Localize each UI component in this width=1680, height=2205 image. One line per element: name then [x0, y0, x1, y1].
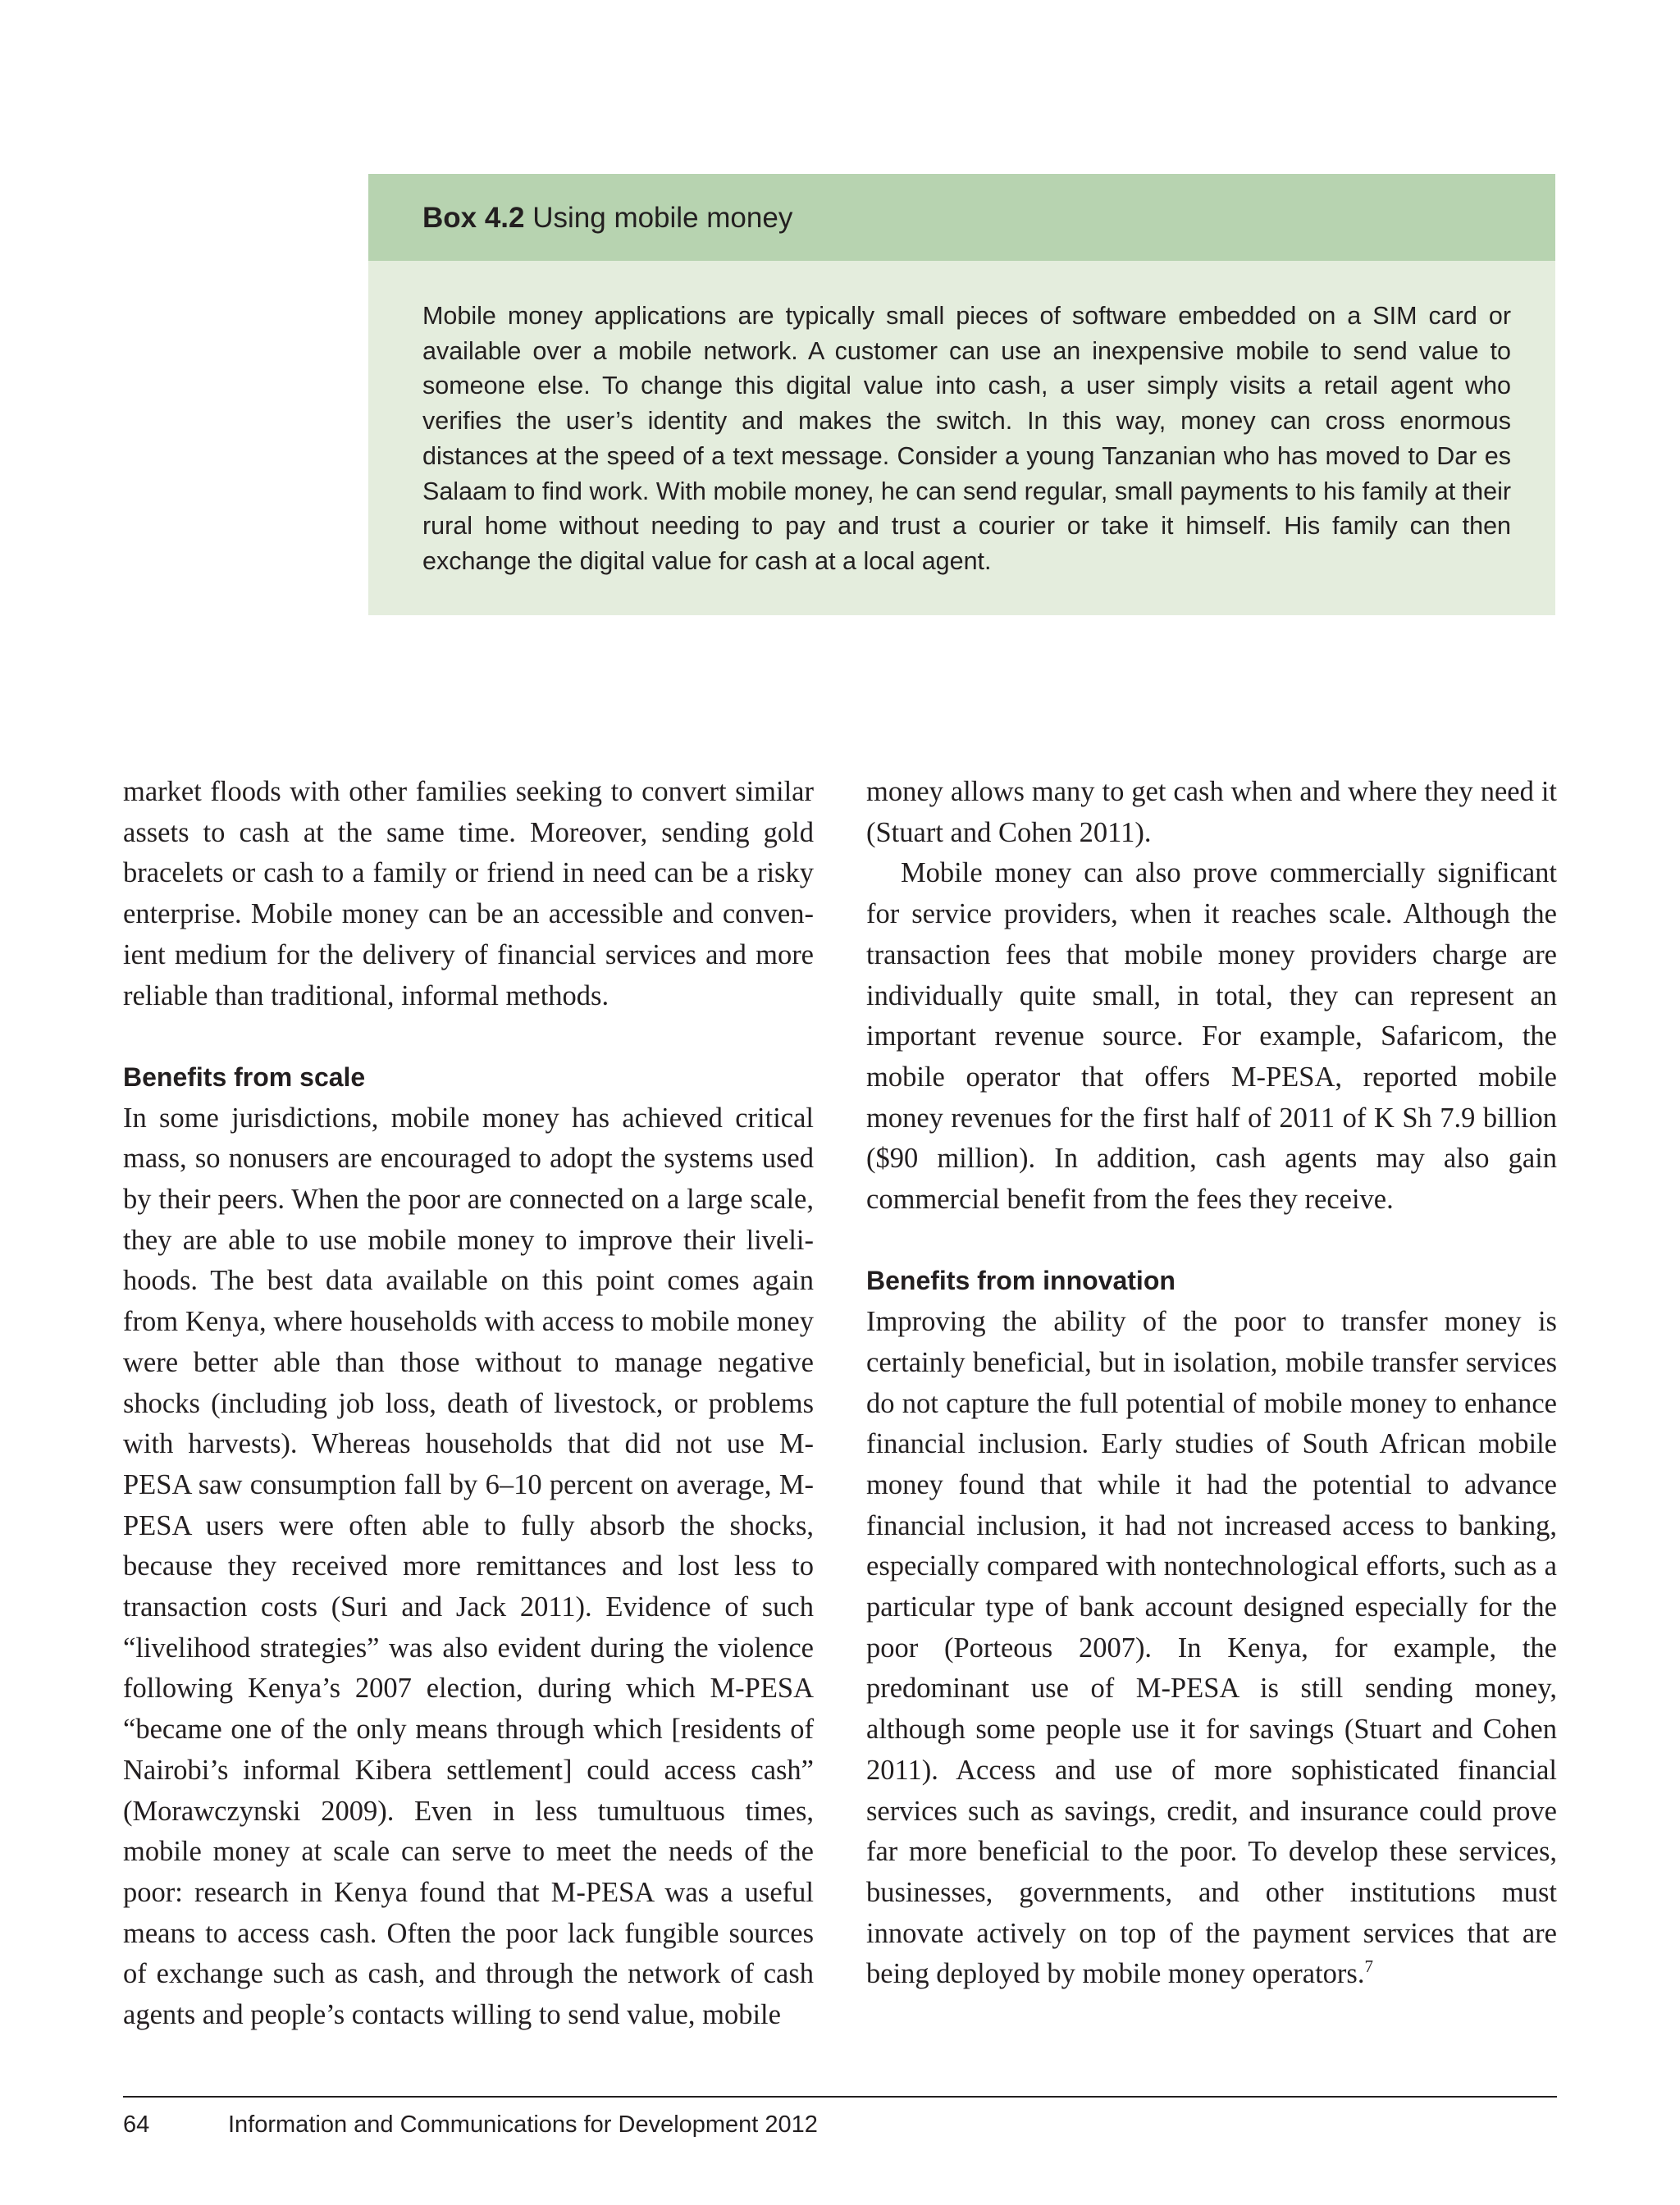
- box-title: [422, 202, 792, 235]
- right-column: [866, 772, 1557, 1995]
- left-column: [123, 772, 814, 2036]
- footer-rule: [123, 2096, 1557, 2098]
- box-body-text: Mobile money applications are typically small pieces of software embedded on a SIM card or available over a mobile network. A customer can use an inexpensive mobile to send value to someone else. To change this digital value into cash, a user simply visits a retail agent who verifies the user’s identity and makes the switch. In this way, money can cross enormous distances at the speed of a text message. Consider a young Tanzanian who has moved to Dar es Salaam to find work. With mobile money, he can send regular, small payments to his family at their rural home without needing to pay and trust a courier or take it himself. His family can then exchange the digital value for cash at a local agent.: [422, 302, 1511, 575]
- right-paragraph-2: Mobile money can also prove commercially significant for service providers, when it reaches scale. Although the transaction fees that mobile money providers charge are individually quite small, in total, they can represent an important revenue source. For example, Safaricom, the mobile operator that offers M-PESA, reported mobile money revenues for the first half of 2011 of K Sh 7.9 billion ($90 million). In addition, cash agents may also gain commercial benefit from the fees they receive.: [866, 857, 1557, 1216]
- box-label: Box 4.2: [422, 202, 525, 234]
- running-title: Information and Communications for Development 2012: [228, 2111, 818, 2138]
- box-4-2: [368, 174, 1555, 615]
- right-paragraph-3-text: Improving the ability of the poor to transfer money is certainly beneficial, but in isolation, mobile transfer services do not capture the full potential of mobile money to enhance financial inclusion. Early studies of South African mobile money found that while it had the potential to advance financial inclusion, it had not increased access to banking, especially compared with nontechnological efforts, such as a particular type of bank account designed especially for the poor (Porteous 2007). In Kenya, for example, the predominant use of M-PESA is still sending money, although some people use it for savings (Stuart and Cohen 2011). Access and use of more sophisticated financial services such as savings, credit, and insurance could prove far more beneficial to the poor. To develop these services, businesses, governments, and other institutions must innovate actively on top of the payment services that are being deployed by mobile money operators.: [866, 1306, 1557, 1990]
- right-paragraph-3: [866, 1302, 1557, 1995]
- right-paragraph-1: money allows many to get cash when and where they need it (Stuart and Cohen 2011).: [866, 776, 1557, 848]
- heading-benefits-from-scale: Benefits from scale: [123, 1061, 366, 1092]
- footnote-reference[interactable]: 7: [1364, 1956, 1373, 1977]
- box-title-text: Using mobile money: [532, 202, 793, 234]
- page-number: 64: [123, 2111, 150, 2138]
- left-paragraph-2: In some jurisdictions, mobile money has achieved critical mass, so nonusers are encouraged to adopt the systems used by their peers. When the poor are connected on a large scale, they are able to use mobile money to improve their livelihoods. The best data available on this point comes again from Kenya, where households with access to mobile money were better able than those without to manage negative shocks (including job loss, death of livestock, or problems with harvests). Whereas households that did not use M-PESA saw consumption fall by 6–10 percent on average, M-PESA users were often able to fully absorb the shocks, because they received more remittances and lost less to transaction costs (Suri and Jack 2011). Evidence of such “livelihood strategies” was also evident during the violence following Kenya’s 2007 election, during which M-PESA “became one of the only means through which [residents of Nairobi’s informal Kibera settlement] could access cash” (Morawczynski 2009). Even in less tumultuous times, mobile money at scale can serve to meet the needs of the poor: research in Kenya found that M-PESA was a useful means to access cash. Often the poor lack fungible sources of exchange such as cash, and through the network of cash agents and people’s contacts willing to send value, mobile: [123, 1102, 814, 2031]
- left-paragraph-1: market floods with other families seeking to convert similar assets to cash at the same time. Moreover, sending gold bracelets or cash to a family or friend in need can be a risky enterprise. Mobile money can be an accessible and convenient medium for the delivery of financial services and more reliable than traditional, informal methods.: [123, 776, 814, 1011]
- box-header: [368, 174, 1555, 261]
- heading-benefits-from-innovation: Benefits from innovation: [866, 1266, 1176, 1296]
